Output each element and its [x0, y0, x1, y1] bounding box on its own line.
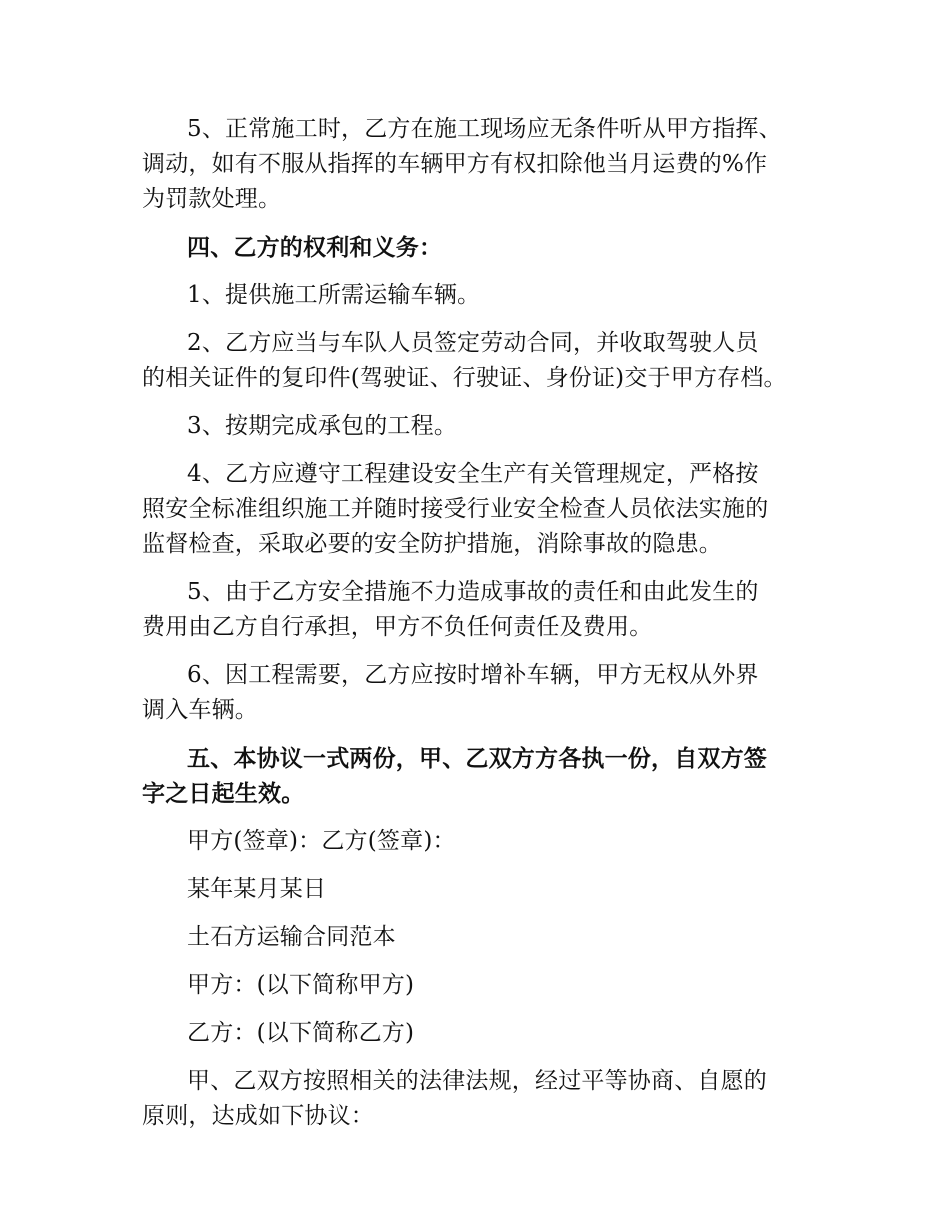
date-line	[142, 872, 822, 907]
section-heading-agreement-copies	[142, 741, 822, 811]
paragraph-line: 为罚款处理。	[142, 186, 282, 212]
paragraph-line: 土石方运输合同范本	[187, 924, 396, 950]
paragraph-line: 1、提供施工所需运输车辆。	[187, 282, 481, 308]
paragraph-line: 甲方：(以下简称甲方)	[187, 972, 415, 998]
section-heading-party-b-rights	[142, 230, 822, 265]
document-body	[142, 112, 822, 1147]
paragraph-line: 监督检查，采取必要的安全防护措施，消除事故的隐患。	[142, 531, 722, 557]
party-b-line	[142, 1016, 822, 1051]
paragraph-6-additional-vehicles	[142, 658, 822, 728]
paragraph-line: 原则，达成如下协议：	[142, 1103, 374, 1129]
paragraph-line: 5、正常施工时，乙方在施工现场应无条件听从甲方指挥、	[187, 116, 782, 142]
contract-title	[142, 920, 822, 955]
paragraph-2-labor-contract	[142, 326, 822, 396]
paragraph-3-complete-project	[142, 409, 822, 444]
paragraph-line: 3、按期完成承包的工程。	[187, 413, 458, 439]
paragraph-1-provide-vehicles	[142, 278, 822, 313]
paragraph-line: 甲方(签章)：乙方(签章)：	[187, 828, 456, 854]
agreement-intro	[142, 1064, 822, 1134]
paragraph-line: 4、乙方应遵守工程建设安全生产有关管理规定，严格按	[187, 461, 759, 487]
paragraph-line: 5、由于乙方安全措施不力造成事故的责任和由此发生的	[187, 579, 759, 605]
heading-line: 字之日起生效。	[142, 780, 305, 807]
paragraph-line: 甲、乙双方按照相关的法律法规，经过平等协商、自愿的	[187, 1068, 767, 1094]
paragraph-line: 6、因工程需要，乙方应按时增补车辆，甲方无权从外界	[187, 662, 759, 688]
paragraph-line: 2、乙方应当与车队人员签定劳动合同，并收取驾驶人员	[187, 330, 759, 356]
paragraph-line: 某年某月某日	[187, 876, 327, 902]
paragraph-line: 照安全标准组织施工并随时接受行业安全检查人员依法实施的	[142, 496, 769, 522]
paragraph-line: 乙方：(以下简称乙方)	[187, 1020, 415, 1046]
paragraph-line: 调动，如有不服从指挥的车辆甲方有权扣除他当月运费的%作	[142, 151, 768, 177]
paragraph-5-construction-command	[142, 112, 822, 217]
paragraph-4-safety-rules	[142, 457, 822, 562]
paragraph-line: 费用由乙方自行承担，甲方不负任何责任及费用。	[142, 614, 653, 640]
heading-line: 四、乙方的权利和义务：	[187, 234, 443, 261]
signature-line	[142, 824, 822, 859]
party-a-line	[142, 968, 822, 1003]
paragraph-line: 调入车辆。	[142, 697, 258, 723]
heading-line: 五、本协议一式两份，甲、乙双方方各执一份，自双方签	[187, 745, 767, 772]
paragraph-5-accident-liability	[142, 575, 822, 645]
paragraph-line: 的相关证件的复印件(驾驶证、行驶证、身份证)交于甲方存档。	[142, 365, 787, 391]
